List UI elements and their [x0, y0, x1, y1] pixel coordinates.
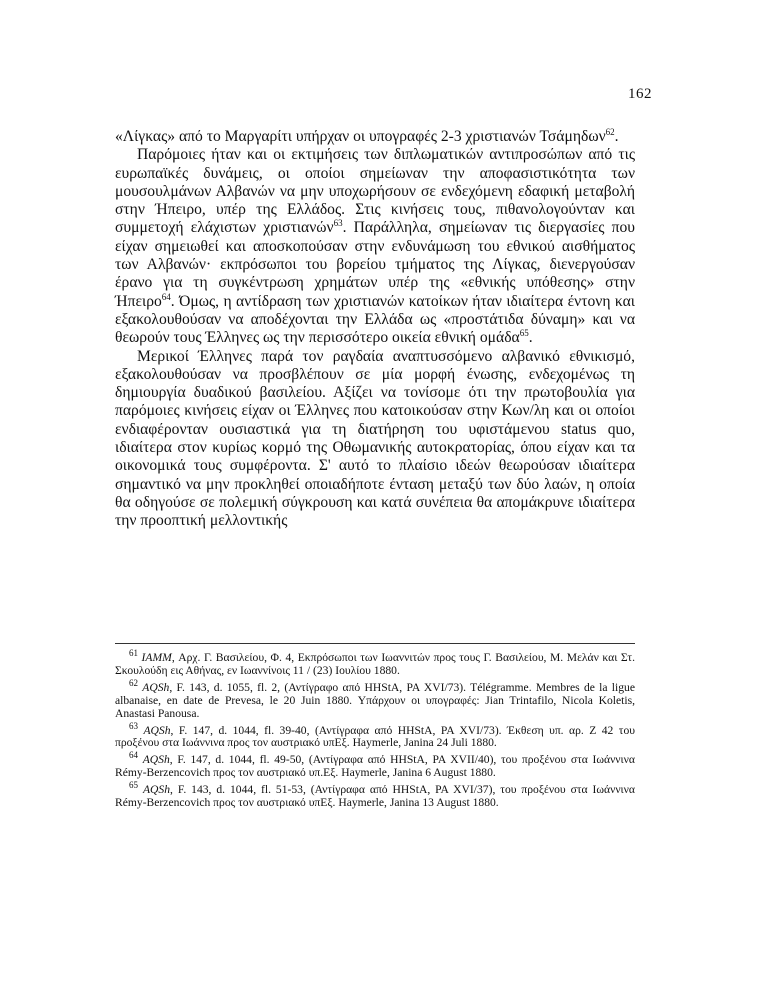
footnote-ref-63[interactable]: 63 — [333, 218, 343, 229]
body-text — [115, 128, 635, 531]
footnote-text: , F. 147, d. 1044, fl. 49-50, (Αντίγραφα από HHStA, PA XVII/40), του προξένου στα Ιωάννινα Rémy-Berzencovich προς τον αυστριακό υπ.Εξ. Haymerle, Janina 6 August 1880. — [115, 753, 635, 780]
footnote — [115, 780, 635, 810]
footnote-number: 62 — [129, 677, 138, 688]
page-number: 162 — [628, 86, 652, 102]
footnote-number: 63 — [129, 720, 138, 731]
paragraph-3: Μερικοί Έλληνες παρά τον ραγδαία αναπτυσσόμενο αλβανικό εθνικισμό, εξακολουθούσαν να προσβλέπουν σε μία μορφή ένωσης, ενδεχομένως τη δημιουργία δυαδικού βασιλείου. Αξίζει να τονίσομε ότι την πρωτοβουλία για παρόμοιες κινήσεις είχαν οι Έλληνες που κατοικούσαν στην Κων/λη και οι οποίοι ενδιαφέρονταν ουσιαστικά για τη διατήρηση του υφιστάμενου status quo, ιδιαίτερα στον κυρίως κορμό της Οθωμανικής αυτοκρατορίας, όπου είχαν και τα οικονομικά τους συμφέροντα. Σ' αυτό το πλαίσιο ιδεών θεωρούσαν ιδιαίτερα σημαντικό να μην προκληθεί οποιαδήποτε ένταση μεταξύ των δύο λαών, η οποία θα οδηγούσε σε πολεμική σύγκρουση και κατά συνέπεια θα απομάκρυνε ιδιαίτερα την προοπτική μελλοντικής — [115, 347, 635, 530]
footnotes — [115, 648, 635, 814]
footnote-ref-64[interactable]: 64 — [161, 291, 171, 302]
footnote — [115, 648, 635, 678]
footnote — [115, 677, 635, 721]
footnote-ref-65[interactable]: 65 — [519, 328, 529, 339]
footnote-source: AQSh — [142, 680, 170, 694]
footnote-ref-62[interactable]: 62 — [605, 126, 615, 137]
footnote-source: AQSh — [142, 783, 170, 797]
footnote — [115, 750, 635, 780]
footnote-source: AQSh — [142, 753, 170, 767]
footnote-number: 64 — [129, 750, 138, 761]
footnote-number: 65 — [129, 780, 138, 791]
footnote — [115, 720, 635, 751]
footnote-divider — [115, 643, 635, 644]
footnote-text: , Αρχ. Γ. Βασιλείου, Φ. 4, Εκπρόσωποι των Ιωαννιτών προς τους Γ. Βασιλείου, Μ. Μελάν και Στ. Σκουλούδη εις Αθήνας, εν Ιωαννίνοις 11 / (23) Ιουλίου 1880. — [115, 651, 635, 677]
footnote-source: AQSh — [143, 723, 171, 737]
paragraph-2: Παρόμοιες ήταν και οι εκτιμήσεις των διπλωματικών αντιπροσώπων από τις ευρωπαϊκές δυνάμεις, οι οποίοι σημείωναν την αποφασιστικότητα των μουσουλμάνων Αλβανών να μην υποχωρήσουν σε ενδεχόμενη εδαφική μεταβολή στην Ήπειρο, υπέρ της Ελλάδος. Στις κινήσεις τους, πιθανολογούνταν και συμμετοχή ελάχιστων χριστιανών$^{63}$. Παράλληλα, σημείωναν τις διεργασίες που είχαν σημειωθεί και αποσκοπούσαν στην ενδυνάμωση του εθνικού αισθήματος των Αλβανών· εκπρόσωποι του βορείου τμήματος της Λίγκας, διενεργούσαν έρανο για τη συγκέντρωση χρημάτων υπέρ της «εθνικής υπόθεσης» στην Ήπειρο$^{64}$. Όμως, η αντίδραση των χριστιανών κατοίκων ήταν ιδιαίτερα έντονη και εξακολουθούσαν να αποδέχονται την Ελλάδα ως «προστάτιδα δύναμη» και να θεωρούν τους Έλληνες ως την περισσότερο οικεία εθνική ομάδα$^{65}$. — [115, 146, 636, 347]
footnote-number: 61 — [129, 648, 138, 659]
footnote-text: , F. 143, d. 1055, fl. 2, (Αντίγραφο από HHStA, PA XVI/73). Télégramme. Membres de la ligue albanaise, en date de Prevesa, le 20 Juin 1880. Υπάρχουν οι υπογραφές: Jian Trintafilo, Nicola Koletis, Anastasi Panousa. — [115, 680, 635, 720]
paragraph-1: «Λίγκας» από το Μαργαρίτι υπήρχαν οι υπογραφές 2-3 χριστιανών Τσάμηδων$^{62}$. — [115, 126, 619, 145]
footnote-source: IAMM — [141, 651, 172, 664]
footnote-text: , F. 143, d. 1044, fl. 51-53, (Αντίγραφα από HHStA, PA XVI/37), του προξένου στα Ιωάννινα Rémy-Berzencovich προς τον αυστριακό υπΕξ. Haymerle, Janina 13 August 1880. — [115, 783, 635, 810]
footnote-text: , F. 147, d. 1044, fl. 39-40, (Αντίγραφα από HHStA, PA XVI/73). Έκθεση υπ. αρ. Ζ 42 του προξένου στα Ιωάννινα προς τον αυστριακό υπΕξ. Haymerle, Janina 24 Juli 1880. — [115, 723, 635, 750]
